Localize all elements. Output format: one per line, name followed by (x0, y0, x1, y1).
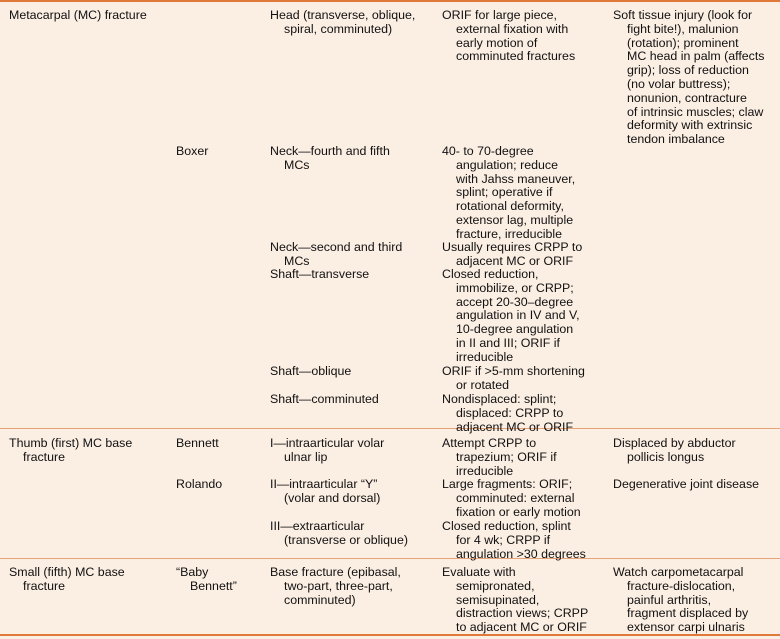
complications-cell-line: grip); loss of reduction (627, 63, 749, 78)
treatment-cell (442, 9, 607, 64)
treatment-cell-line: trapezium; ORIF if (456, 449, 557, 464)
treatment-cell-line: Attempt CRPP to (442, 436, 537, 450)
fracture-type-cell (270, 365, 435, 379)
complications-cell (613, 566, 778, 635)
treatment-cell-line: fixation or early motion (456, 504, 581, 519)
treatment-cell-line: adjacent MC or ORIF (456, 419, 574, 434)
treatment-cell-line: early motion of (456, 35, 538, 50)
eponym-cell (176, 145, 266, 159)
treatment-cell (442, 437, 607, 478)
fracture-type-cell-line: ulnar lip (284, 449, 328, 464)
treatment-cell-line: Large fragments: ORIF; (442, 477, 573, 491)
fracture-type-cell-line: spiral, comminuted) (284, 21, 393, 36)
complications-cell-line: fragment displaced by (627, 606, 749, 621)
treatment-cell-line: 10-degree angulation (456, 322, 574, 337)
complications-cell-line: Watch carpometacarpal (613, 565, 744, 579)
fracture-type-cell-line: two-part, three-part, (284, 578, 393, 593)
fracture-type-cell-line: Head (transverse, oblique, (270, 8, 416, 22)
fracture-name-cell (9, 566, 169, 594)
treatment-cell (442, 566, 607, 635)
treatment-cell (442, 393, 607, 434)
eponym-cell-line: “Baby (176, 565, 209, 579)
treatment-cell (442, 268, 607, 365)
fracture-type-cell-line: comminuted) (284, 592, 356, 607)
complications-cell-line: fight bite!), malunion (627, 21, 739, 36)
fracture-name-cell-line: fracture (23, 449, 66, 464)
fracture-type-cell (270, 268, 435, 282)
treatment-cell-line: Nondisplaced: splint; (442, 392, 557, 406)
treatment-cell-line: or rotated (456, 377, 510, 392)
treatment-cell-line: irreducible (456, 349, 514, 364)
treatment-cell-line: distraction views; CRPP (456, 606, 589, 621)
complications-cell (613, 478, 778, 492)
fracture-type-cell (270, 566, 435, 607)
group-divider (0, 558, 780, 559)
complications-cell (613, 437, 778, 465)
eponym-cell (176, 566, 266, 594)
treatment-cell-line: irreducible (456, 463, 514, 478)
treatment-cell (442, 365, 607, 393)
eponym-cell (176, 437, 266, 451)
complications-cell-line: of intrinsic muscles; claw (627, 104, 764, 119)
fracture-name-cell-line: Small (fifth) MC base (9, 565, 125, 579)
complications-cell-line: fracture-dislocation, (627, 578, 736, 593)
eponym-cell-line: Bennett” (190, 578, 237, 593)
fracture-type-cell-line: MCs (284, 157, 310, 172)
treatment-cell-line: in II and III; ORIF if (456, 335, 560, 350)
complications-cell (613, 9, 778, 147)
treatment-cell-line: angulation; reduce (456, 157, 558, 172)
fracture-name-cell-line: Metacarpal (MC) fracture (9, 8, 147, 22)
fracture-type-cell-line: (transverse or oblique) (284, 532, 408, 547)
complications-cell-line: nonunion, contracture (627, 90, 747, 105)
complications-cell-line: (rotation); prominent (627, 35, 739, 50)
treatment-cell (442, 241, 607, 269)
treatment-cell-line: 40- to 70-degree (442, 144, 534, 158)
complications-cell-line: painful arthritis, (627, 592, 712, 607)
treatment-cell-line: Evaluate with (442, 565, 516, 579)
treatment-cell (442, 520, 607, 561)
complications-cell-line: deformity with extrinsic (627, 118, 753, 133)
eponym-cell (176, 478, 266, 492)
fracture-type-cell-line: III—extraarticular (270, 519, 365, 533)
complications-cell-line: Degenerative joint disease (613, 477, 760, 491)
treatment-cell-line: extensor lag, multiple (456, 212, 574, 227)
fracture-type-cell (270, 145, 435, 173)
treatment-cell-line: displaced: CRPP to (456, 405, 564, 420)
fracture-name-cell-line: fracture (23, 578, 66, 593)
treatment-cell-line: Closed reduction, (442, 267, 539, 281)
table-top-rule (0, 0, 780, 2)
fracture-type-cell-line: II—intraarticular “Y” (270, 477, 378, 491)
treatment-cell-line: immobilize, or CRPP; (456, 280, 574, 295)
eponym-cell-line: Boxer (176, 144, 209, 158)
treatment-cell-line: rotational deformity, (456, 199, 564, 214)
fracture-type-cell-line: Shaft—transverse (270, 267, 370, 281)
treatment-cell-line: angulation >30 degrees (456, 546, 586, 561)
complications-cell-line: extensor carpi ulnaris (627, 620, 745, 635)
treatment-cell-line: adjacent MC or ORIF (456, 253, 574, 268)
treatment-cell-line: to adjacent MC or ORIF (456, 620, 587, 635)
treatment-cell-line: for 4 wk; CRPP if (456, 532, 551, 547)
treatment-cell-line: external fixation with (456, 21, 569, 36)
fracture-type-cell-line: Shaft—oblique (270, 364, 352, 378)
fracture-type-cell (270, 241, 435, 269)
treatment-cell-line: semipronated, (456, 578, 535, 593)
treatment-cell-line: semisupinated, (456, 592, 540, 607)
treatment-cell (442, 478, 607, 519)
complications-cell-line: (no volar buttress); (627, 76, 731, 91)
complications-cell-line: pollicis longus (627, 449, 705, 464)
fracture-type-cell-line: MCs (284, 253, 310, 268)
fracture-name-cell (9, 9, 169, 23)
fracture-type-cell-line: Shaft—comminuted (270, 392, 379, 406)
fracture-type-cell (270, 393, 435, 407)
fracture-type-cell-line: Base fracture (epibasal, (270, 565, 401, 579)
complications-cell-line: MC head in palm (affects (627, 49, 765, 64)
fracture-type-cell-line: I—intraarticular volar (270, 436, 385, 450)
treatment-cell-line: splint; operative if (456, 185, 553, 200)
fracture-type-cell (270, 437, 435, 465)
fracture-type-cell-line: Neck—fourth and fifth (270, 144, 390, 158)
fracture-type-cell (270, 478, 435, 506)
group-divider (0, 428, 780, 429)
complications-cell-line: tendon imbalance (627, 132, 725, 147)
treatment-cell-line: angulation in IV and V, (456, 308, 580, 323)
treatment-cell-line: ORIF if >5-mm shortening (442, 364, 585, 378)
treatment-cell-line: comminuted fractures (456, 49, 576, 64)
treatment-cell-line: fracture, irreducible (456, 226, 563, 241)
fracture-name-cell (9, 437, 169, 465)
fracture-type-cell (270, 9, 435, 37)
treatment-cell-line: ORIF for large piece, (442, 8, 558, 22)
complications-cell-line: Displaced by abductor (613, 436, 736, 450)
eponym-cell-line: Bennett (176, 436, 219, 450)
fracture-type-cell (270, 520, 435, 548)
fracture-type-cell-line: (volar and dorsal) (284, 490, 381, 505)
fracture-name-cell-line: Thumb (first) MC base (9, 436, 133, 450)
treatment-cell-line: Usually requires CRPP to (442, 240, 583, 254)
complications-cell-line: Soft tissue injury (look for (613, 8, 753, 22)
treatment-cell-line: with Jahss maneuver, (456, 171, 576, 186)
treatment-cell (442, 145, 607, 242)
eponym-cell-line: Rolando (176, 477, 223, 491)
treatment-cell-line: Closed reduction, splint (442, 519, 571, 533)
treatment-cell-line: comminuted: external (456, 490, 575, 505)
treatment-cell-line: accept 20-30–degree (456, 294, 574, 309)
fracture-type-cell-line: Neck—second and third (270, 240, 403, 254)
